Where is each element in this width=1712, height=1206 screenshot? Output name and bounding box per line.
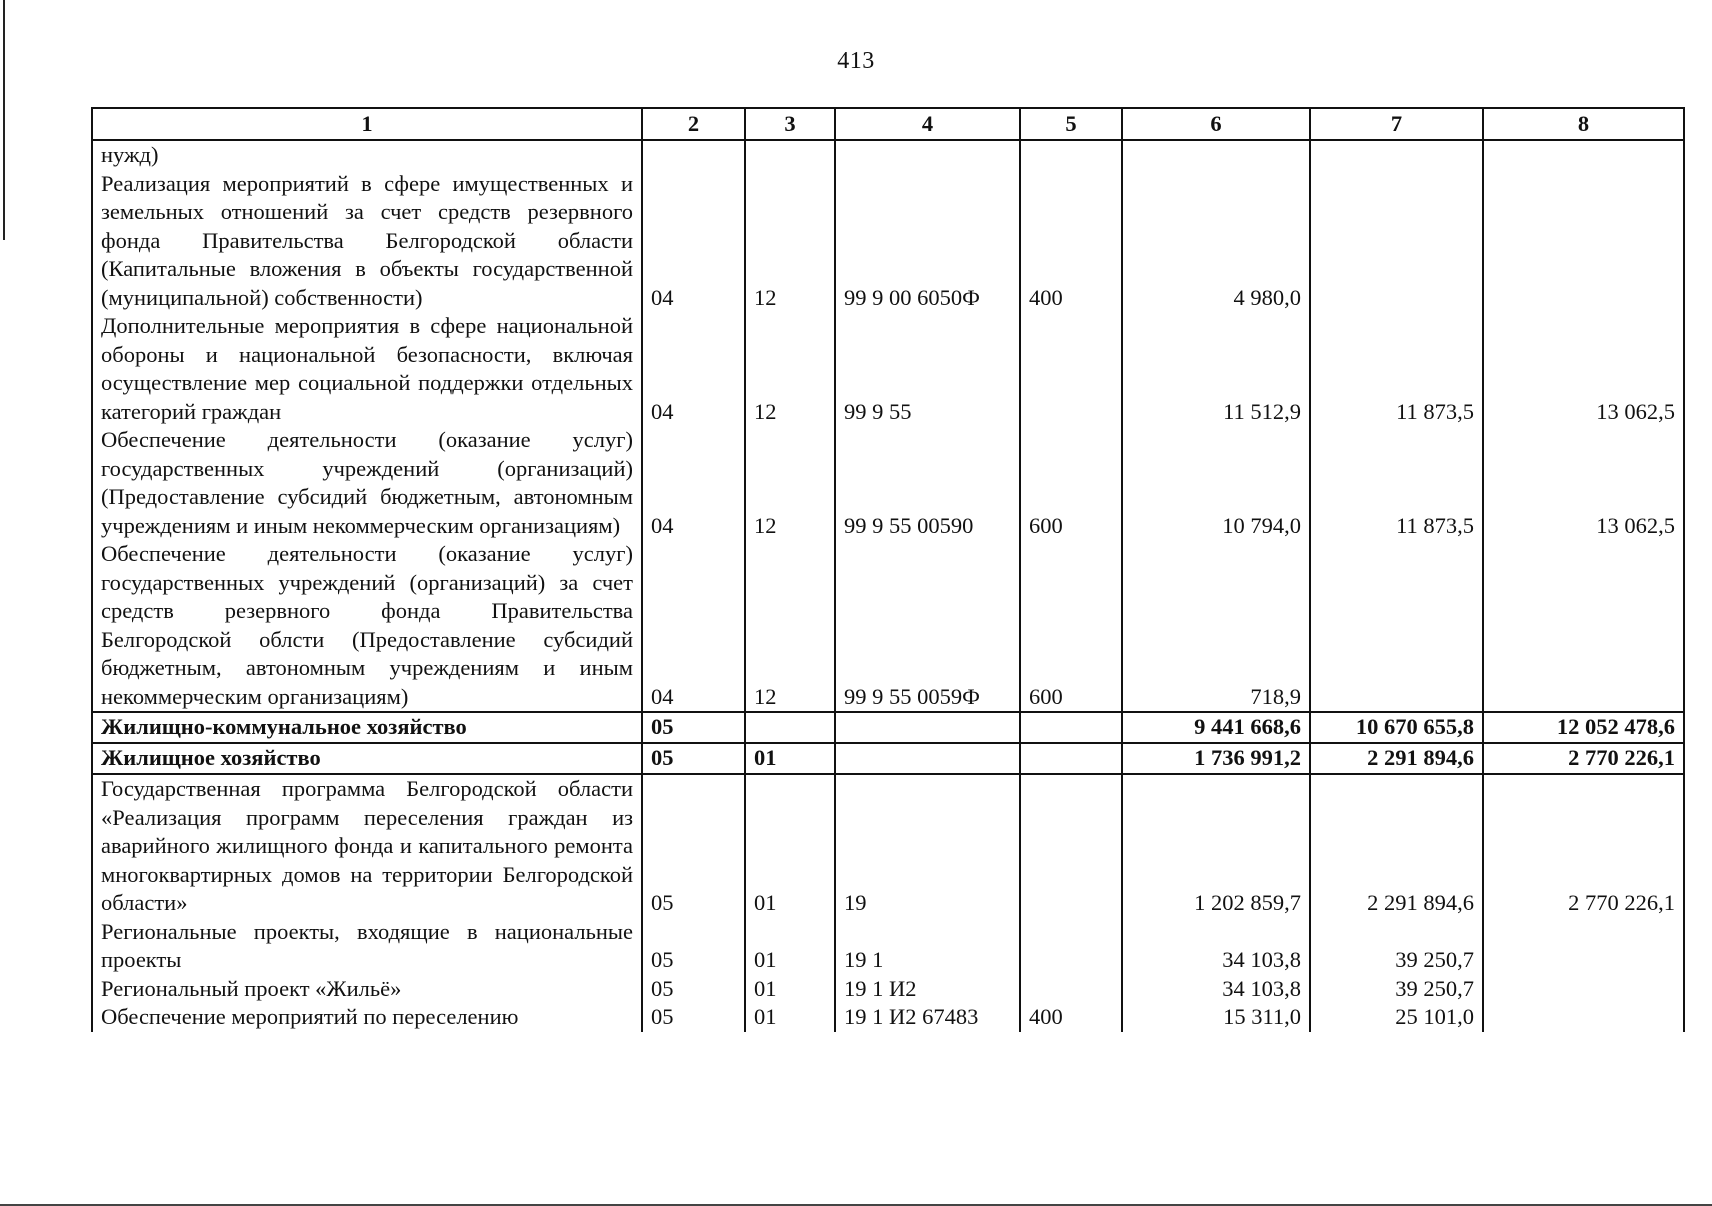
subsection-code-cell: 12	[745, 426, 835, 540]
amount-col8-cell	[1483, 975, 1684, 1004]
amount-col7-cell: 2 291 894,6	[1310, 743, 1483, 774]
row-name-cell: Государственная программа Белгородской области «Реализация программ переселения граждан из аварийного жилищного фонда и капитального ремонта многоквартирных домов на территории Белгородской области»	[92, 774, 642, 918]
amount-col7-cell	[1310, 540, 1483, 712]
header-col-8: 8	[1483, 108, 1684, 140]
amount-col8-cell: 13 062,5	[1483, 312, 1684, 426]
target-article-cell: 19	[835, 774, 1020, 918]
row-name-cell: Обеспечение мероприятий по переселению	[92, 1003, 642, 1032]
table-row	[92, 774, 1684, 918]
section-code-cell: 05	[642, 918, 745, 975]
section-code-cell: 04	[642, 170, 745, 313]
table-row	[92, 312, 1684, 426]
amount-col8-cell	[1483, 918, 1684, 975]
table-row	[92, 140, 1684, 170]
row-name-cell: Дополнительные мероприятия в сфере национальной обороны и национальной безопасности, включая осуществление мер социальной поддержки отдельных категорий граждан	[92, 312, 642, 426]
amount-col6-cell: 718,9	[1122, 540, 1310, 712]
section-code-cell: 05	[642, 774, 745, 918]
amount-col6-cell: 9 441 668,6	[1122, 712, 1310, 743]
section-row	[92, 743, 1684, 774]
expense-type-cell	[1020, 774, 1122, 918]
amount-col6-cell: 1 736 991,2	[1122, 743, 1310, 774]
subsection-code-cell: 01	[745, 1003, 835, 1032]
subsection-code-cell: 01	[745, 918, 835, 975]
amount-col8-cell: 13 062,5	[1483, 426, 1684, 540]
amount-col7-cell: 2 291 894,6	[1310, 774, 1483, 918]
header-col-5: 5	[1020, 108, 1122, 140]
target-article-cell: 99 9 55	[835, 312, 1020, 426]
header-row	[92, 108, 1684, 140]
section-code-cell: 04	[642, 540, 745, 712]
row-name-cell: Региональный проект «Жильё»	[92, 975, 642, 1004]
target-article-cell	[835, 140, 1020, 170]
target-article-cell: 99 9 55 00590	[835, 426, 1020, 540]
row-name-cell: Обеспечение деятельности (оказание услуг) государственных учреждений (организаций) (Предоставление субсидий бюджетным, автономным учреждениям и иным некоммерческим организациям)	[92, 426, 642, 540]
section-code-cell: 05	[642, 712, 745, 743]
page-number: 413	[837, 48, 875, 74]
target-article-cell: 19 1	[835, 918, 1020, 975]
amount-col7-cell	[1310, 170, 1483, 313]
subsection-code-cell: 01	[745, 743, 835, 774]
section-code-cell: 04	[642, 312, 745, 426]
subsection-code-cell: 01	[745, 774, 835, 918]
amount-col7-cell: 25 101,0	[1310, 1003, 1483, 1032]
header-col-3: 3	[745, 108, 835, 140]
subsection-code-cell: 12	[745, 170, 835, 313]
row-name-cell: Жилищное хозяйство	[92, 743, 642, 774]
expense-type-cell: 600	[1020, 426, 1122, 540]
section-code-cell: 05	[642, 975, 745, 1004]
subsection-code-cell: 12	[745, 540, 835, 712]
amount-col6-cell: 11 512,9	[1122, 312, 1310, 426]
amount-col7-cell: 39 250,7	[1310, 918, 1483, 975]
section-code-cell: 05	[642, 1003, 745, 1032]
amount-col7-cell: 10 670 655,8	[1310, 712, 1483, 743]
header-col-2: 2	[642, 108, 745, 140]
expense-type-cell	[1020, 712, 1122, 743]
row-name-cell: Региональные проекты, входящие в национальные проекты	[92, 918, 642, 975]
row-name-cell: Реализация мероприятий в сфере имущественных и земельных отношений за счет средств резервного фонда Правительства Белгородской области (Капитальные вложения в объекты государственной (муниципальной) собственности)	[92, 170, 642, 313]
amount-col8-cell: 12 052 478,6	[1483, 712, 1684, 743]
row-name-cell: Обеспечение деятельности (оказание услуг) государственных учреждений (организаций) за счет средств резервного фонда Правительства Белгородской облсти (Предоставление субсидий бюджетным, автономным учреждениям и иным некоммерческим организациям)	[92, 540, 642, 712]
amount-col6-cell: 34 103,8	[1122, 975, 1310, 1004]
subsection-code-cell	[745, 140, 835, 170]
amount-col8-cell	[1483, 170, 1684, 313]
subsection-code-cell: 01	[745, 975, 835, 1004]
expense-type-cell	[1020, 918, 1122, 975]
header-col-7: 7	[1310, 108, 1483, 140]
amount-col8-cell	[1483, 1003, 1684, 1032]
amount-col8-cell: 2 770 226,1	[1483, 743, 1684, 774]
amount-col8-cell: 2 770 226,1	[1483, 774, 1684, 918]
target-article-cell: 19 1 И2	[835, 975, 1020, 1004]
row-name-cell: нужд)	[92, 140, 642, 170]
row-name-cell: Жилищно-коммунальное хозяйство	[92, 712, 642, 743]
table-row	[92, 170, 1684, 313]
amount-col6-cell: 4 980,0	[1122, 170, 1310, 313]
section-code-cell	[642, 140, 745, 170]
table-row	[92, 540, 1684, 712]
target-article-cell	[835, 712, 1020, 743]
target-article-cell: 99 9 55 0059Ф	[835, 540, 1020, 712]
table-body	[92, 140, 1684, 1032]
amount-col8-cell	[1483, 540, 1684, 712]
target-article-cell: 99 9 00 6050Ф	[835, 170, 1020, 313]
amount-col7-cell: 11 873,5	[1310, 426, 1483, 540]
table-row	[92, 975, 1684, 1004]
section-row	[92, 712, 1684, 743]
header-col-6: 6	[1122, 108, 1310, 140]
budget-table	[91, 107, 1685, 1032]
amount-col7-cell: 11 873,5	[1310, 312, 1483, 426]
amount-col8-cell	[1483, 140, 1684, 170]
target-article-cell	[835, 743, 1020, 774]
expense-type-cell	[1020, 140, 1122, 170]
expense-type-cell	[1020, 975, 1122, 1004]
subsection-code-cell: 12	[745, 312, 835, 426]
section-code-cell: 04	[642, 426, 745, 540]
target-article-cell: 19 1 И2 67483	[835, 1003, 1020, 1032]
expense-type-cell	[1020, 312, 1122, 426]
table-row	[92, 918, 1684, 975]
scan-edge-line	[3, 0, 5, 240]
expense-type-cell: 400	[1020, 1003, 1122, 1032]
expense-type-cell	[1020, 743, 1122, 774]
expense-type-cell: 400	[1020, 170, 1122, 313]
section-code-cell: 05	[642, 743, 745, 774]
header-col-1: 1	[92, 108, 642, 140]
amount-col6-cell	[1122, 140, 1310, 170]
table-row	[92, 1003, 1684, 1032]
amount-col6-cell: 15 311,0	[1122, 1003, 1310, 1032]
amount-col6-cell: 10 794,0	[1122, 426, 1310, 540]
table-header	[92, 108, 1684, 140]
subsection-code-cell	[745, 712, 835, 743]
amount-col7-cell: 39 250,7	[1310, 975, 1483, 1004]
amount-col6-cell: 1 202 859,7	[1122, 774, 1310, 918]
header-col-4: 4	[835, 108, 1020, 140]
amount-col6-cell: 34 103,8	[1122, 918, 1310, 975]
amount-col7-cell	[1310, 140, 1483, 170]
table-row	[92, 426, 1684, 540]
expense-type-cell: 600	[1020, 540, 1122, 712]
